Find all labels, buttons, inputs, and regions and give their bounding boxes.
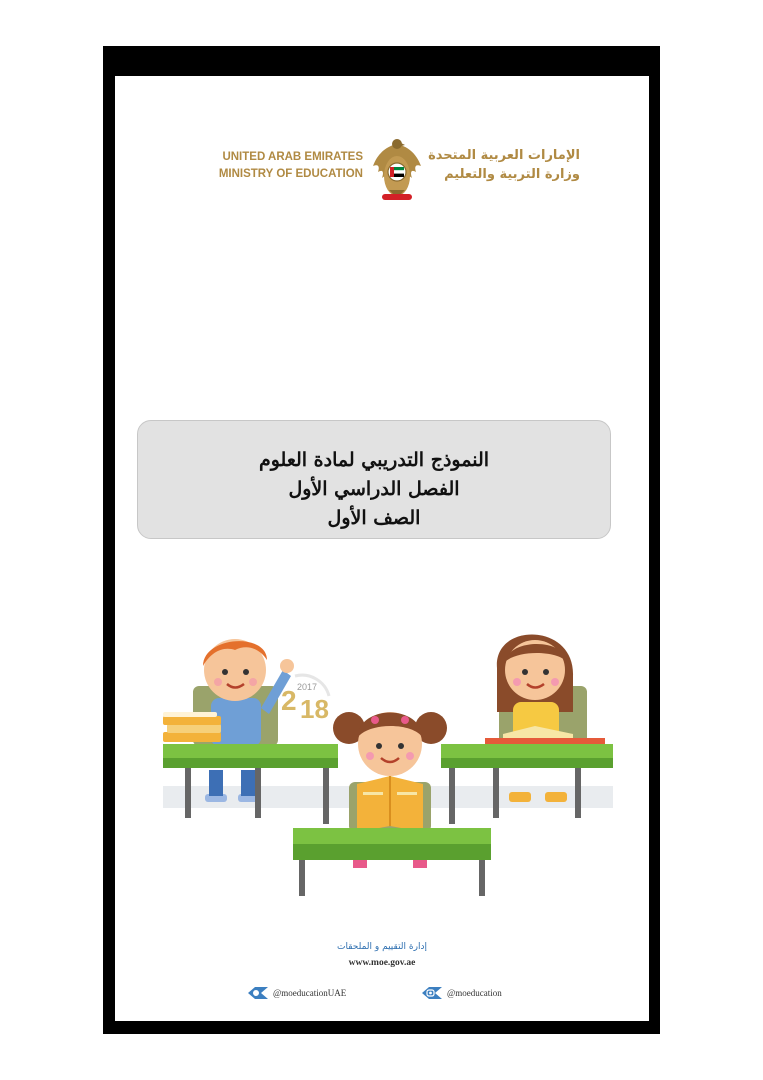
country-name-ar: الإمارات العربية المتحدة [428, 148, 580, 163]
ministry-name-ar: وزارة التربية والتعليم [444, 167, 580, 182]
country-name-en: UNITED ARAB EMIRATES [222, 151, 363, 163]
ministry-name-english [203, 149, 363, 183]
girl-right-figure [497, 634, 587, 802]
classroom-illustration [163, 596, 613, 896]
social-handle-left [247, 984, 346, 1002]
social-handle-right [421, 984, 502, 1002]
document-frame [103, 46, 660, 1034]
instagram-icon [421, 986, 443, 1000]
website-url: www.moe.gov.ae [348, 958, 416, 968]
social-handle-left-text: @moeducationUAE [273, 988, 347, 998]
title-semester: الفصل الدراسي الأول [288, 478, 460, 500]
year-2018-graphic [281, 675, 329, 724]
ministry-name-en: MINISTRY OF EDUCATION [218, 168, 363, 180]
svg-text:18: 18 [300, 694, 329, 724]
social-icons-icon [247, 986, 269, 1000]
title-grade: الصف الأول [327, 507, 421, 529]
uae-emblem-icon [370, 136, 424, 204]
title-subject: النموذج التدريبي لمادة العلوم [258, 449, 490, 471]
department-name: إدارة التقييم و الملحقات [337, 942, 427, 952]
social-handle-right-text: @moeducation [447, 988, 502, 998]
girl-center-figure [333, 712, 447, 832]
title-box [137, 420, 611, 539]
svg-text:2: 2 [281, 685, 297, 716]
ministry-name-arabic [420, 146, 580, 184]
document-page [115, 76, 649, 1021]
svg-text:2017: 2017 [297, 682, 318, 692]
